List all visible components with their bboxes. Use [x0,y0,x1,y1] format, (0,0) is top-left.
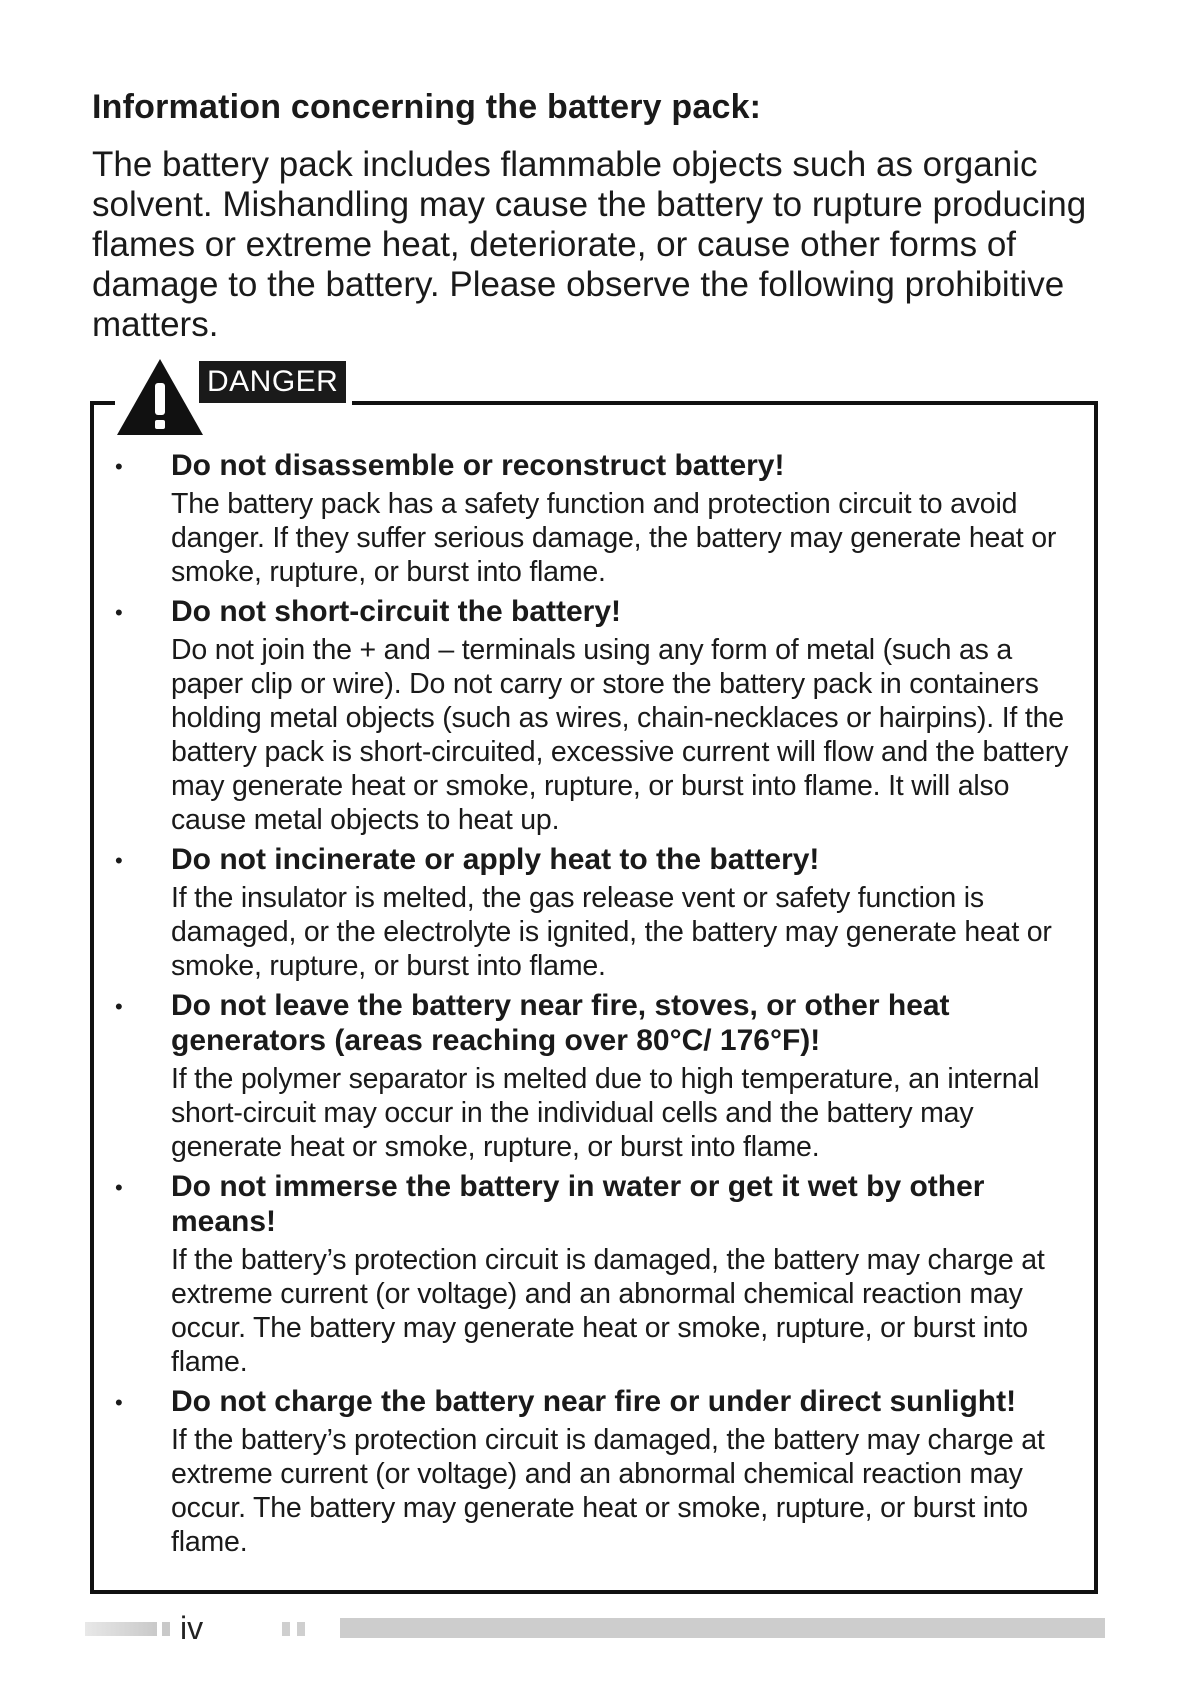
danger-word: DANGER [199,361,346,403]
footer-right-bar [340,1618,1105,1638]
footer-left-dash [162,1622,170,1636]
section-heading: Information concerning the battery pack: [92,88,762,126]
bullet: • [115,454,123,479]
footer-mark [282,1622,290,1636]
page-number: iv [180,1610,204,1646]
item-body: If the polymer separator is melted due to high temperature, an internal short-circuit may occur in the individual cells and the battery may generate heat or smoke, rupture, or burst into flame. [171,1063,1040,1163]
warning-triangle-icon [115,357,205,437]
page-footer [85,1608,1105,1648]
item-title: Do not disassemble or reconstruct battery! [171,449,785,482]
list-item [110,1169,1075,1379]
item-body: If the insulator is melted, the gas release vent or safety function is damaged, or the electrolyte is ignited, the battery may generate heat or smoke, rupture, or burst into flame. [171,882,1052,982]
item-title: Do not incinerate or apply heat to the battery! [171,843,820,876]
item-body: The battery pack has a safety function and protection circuit to avoid danger. If they suffer serious damage, the battery may generate heat or smoke, rupture, or burst into flame. [171,488,1057,588]
footer-mark [297,1622,305,1636]
list-item [110,594,1075,837]
bullet: • [115,848,123,873]
item-title: Do not leave the battery near fire, stoves, or other heat generators (areas reaching over 80°C/ 176°F)! [171,989,950,1057]
footer-left-bar [85,1622,157,1636]
danger-label [115,357,352,437]
bullet: • [115,600,123,625]
item-title: Do not short-circuit the battery! [171,595,622,628]
list-item [110,842,1075,983]
item-body: Do not join the + and – terminals using any form of metal (such as a paper clip or wire). Do not carry or store the battery pack in containers holding metal objects (such as wires, chain-necklaces or hairpins). If the battery pack is short-circuited, excessive current will flow and the battery may generate heat or smoke, rupture, or burst into flame. It will also cause metal objects to heat up. [171,634,1069,836]
item-body: If the battery’s protection circuit is damaged, the battery may charge at extreme current (or voltage) and an abnormal chemical reaction may occur. The battery may generate heat or smoke, rupture, or burst into flame. [171,1424,1045,1558]
bullet: • [115,994,123,1019]
list-item [110,1384,1075,1559]
item-body: If the battery’s protection circuit is damaged, the battery may charge at extreme current (or voltage) and an abnormal chemical reaction may occur. The battery may generate heat or smoke, rupture, or burst into flame. [171,1244,1045,1378]
danger-list [110,448,1075,1564]
bullet: • [115,1390,123,1415]
bullet: • [115,1175,123,1200]
intro-paragraph: The battery pack includes flammable objects such as organic solvent. Mishandling may cause the battery to rupture producing flames or extreme heat, deteriorate, or cause other forms of damage to the battery. Please observe the following prohibitive matters. [92,145,1087,344]
item-title: Do not immerse the battery in water or get it wet by other means! [171,1170,985,1238]
item-title: Do not charge the battery near fire or under direct sunlight! [171,1385,1017,1418]
list-item [110,448,1075,589]
list-item [110,988,1075,1164]
